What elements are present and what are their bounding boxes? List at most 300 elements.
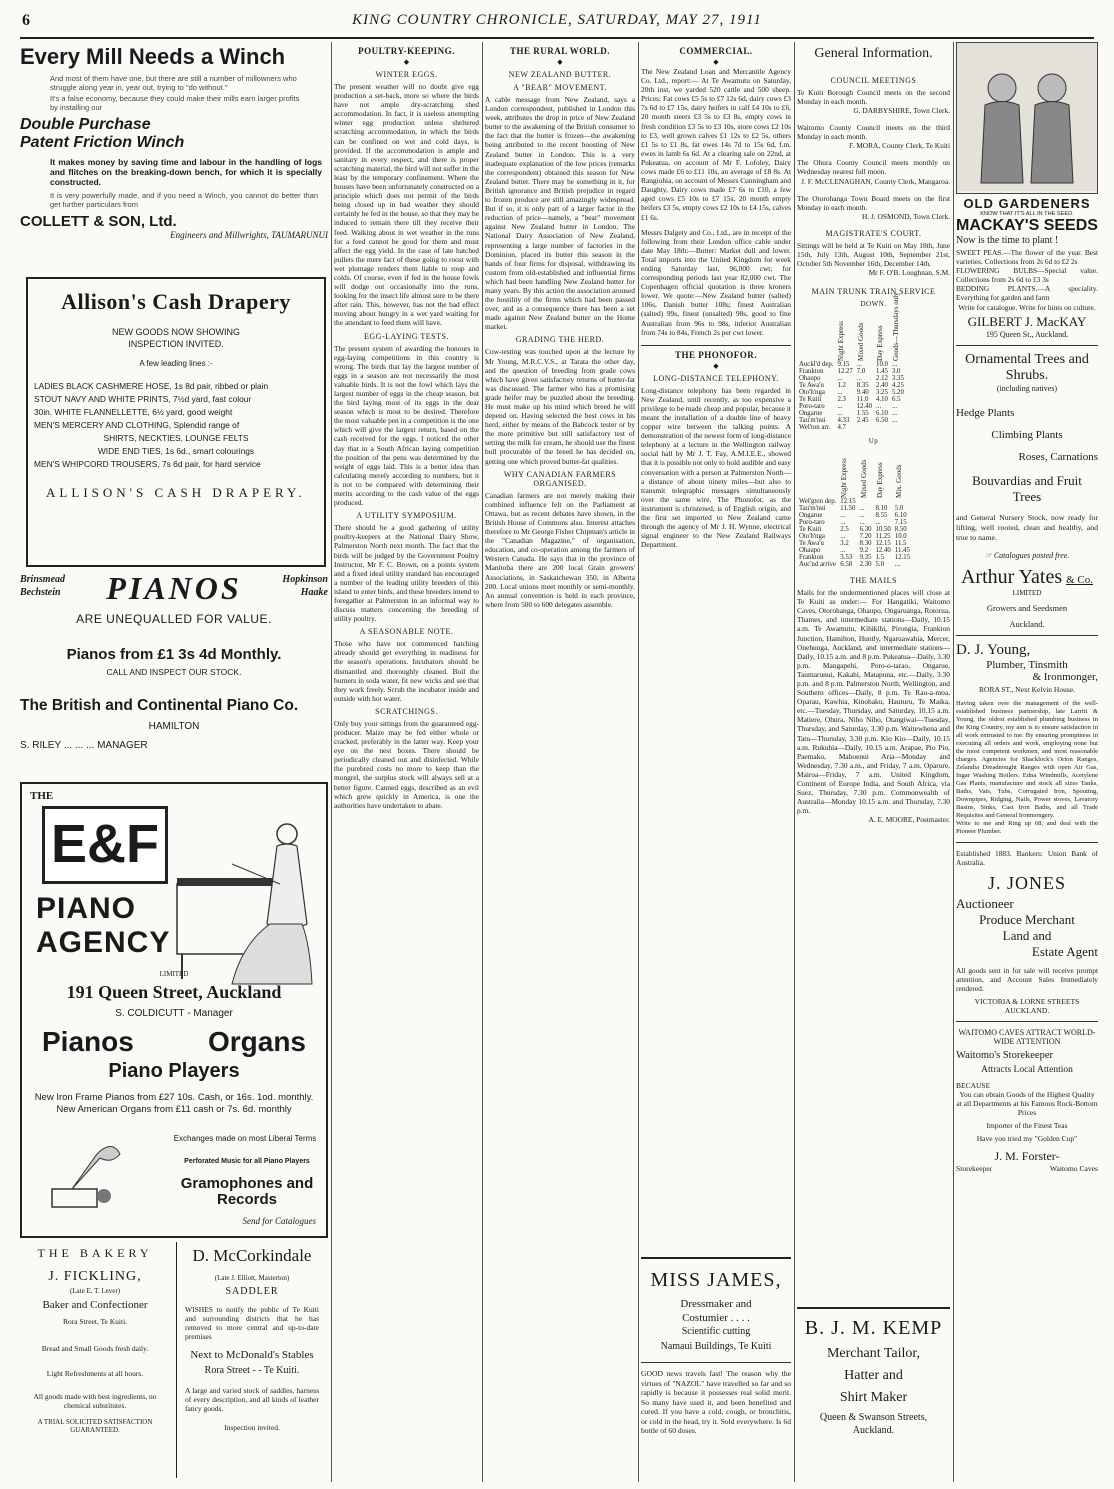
saddler-text: WISHES to notify the public of Te Kuiti and surrounding districts that he has removed to more central and up-to-date premises: [185, 1305, 319, 1341]
piano-brand: Hopkinson: [282, 574, 328, 585]
ornament: ◆: [713, 58, 719, 66]
timetable-time: 2.12: [876, 375, 888, 383]
masthead: [0, 12, 1114, 36]
timetable-time: ...: [840, 547, 846, 555]
timetable-time: 5.0: [894, 505, 904, 513]
allison-line: A few leading lines :-: [139, 359, 213, 368]
article-text: Messrs Dalgety and Co., Ltd., are in receipt of the following from their London office cable under date May 18th:—Butter: Market dull and lower. Total imports into the United Kingdom for week ending Saturday last, 96,000 cwt; for corresponding periods last year 82,000 cwt. The Copenhagen official quotation is three kroners lower. We quote:—New Zealand butter (salted) 106s, Danish butter 108s; finest Australian (salted) 99s, finest (unsalted) 98s, good to fine Australian from 96s to 98s, inferior Australian from 74s to 84s, French 2s per cwt lower.: [641, 227, 791, 337]
winch-headline: Every Mill Needs a Winch: [20, 44, 286, 69]
timetable-time: 11.50: [840, 505, 856, 513]
allison-item: 30in. WHITE FLANNELLETTE, 6½ yard, good weight: [34, 407, 233, 417]
jones-name: J. JONES: [987, 872, 1066, 893]
subheading: GRADING THE HERD.: [515, 335, 605, 345]
timetable-time: 9.35: [859, 554, 872, 562]
notice-signature: F. MORA, County Clerk, Te Kuiti: [849, 141, 950, 151]
bakery-title: THE BAKERY: [37, 1246, 153, 1260]
forster-role: Storekeeper: [956, 1164, 993, 1174]
saddler-name: D. McCorkindale: [192, 1246, 312, 1265]
timetable-row: [797, 368, 906, 375]
timetable-time: 10.50: [875, 526, 891, 534]
winch-product: Double Purchase: [20, 116, 151, 133]
bakery-orders: All goods made with best ingredients, no chemical substitutes.: [33, 1392, 157, 1410]
jones-trade: Produce Merchant: [979, 911, 1075, 927]
ef-gramophones: Gramophones and Records: [180, 1175, 314, 1208]
station-name: Frankton: [799, 368, 824, 376]
timetable-column-header: Night Express: [840, 458, 849, 499]
jones-established: Established 1883. Bankers: Union Bank of Australia.: [956, 848, 1098, 867]
timetable-time: 3.53: [840, 554, 853, 562]
timetable-time: 6.10: [894, 512, 907, 520]
winch-description: It makes money by saving time and labour in the handling of logs and flitches on the breaking-down bench, for which it is specially constructed.: [50, 157, 322, 187]
yates-auckland: Auckland.: [1009, 618, 1045, 629]
timetable-time: 4.10: [876, 396, 888, 404]
ef-logo: [42, 806, 168, 884]
timetable-time: 9.40: [856, 389, 869, 397]
timetable-row: [797, 547, 912, 554]
subheading: WINTER EGGS.: [375, 70, 438, 79]
seeds-title: OLD GARDENERS: [963, 196, 1091, 211]
jones-trade: Estate Agent: [1031, 943, 1098, 959]
timetable-time: 12.15: [894, 554, 911, 562]
timetable-column-header: Mixed Goods: [856, 322, 865, 362]
yates-growers: Growers and Seedsmen: [986, 602, 1068, 613]
timetable-time: 1.2: [837, 382, 846, 390]
bakery-street: Rora Street, Te Kuiti.: [62, 1317, 128, 1326]
timetable-time: ...: [894, 561, 900, 569]
timetable-row: [797, 403, 906, 410]
timetable-row: [797, 417, 906, 424]
timetable-time: 12.15: [840, 498, 856, 506]
timetable-time: 12.40: [875, 547, 891, 555]
section-heading: THE PHONOFOR.: [674, 349, 757, 360]
miss-james-line: Costumier . . . .: [682, 1312, 750, 1324]
timetable-time: 10.0: [894, 533, 907, 541]
station-name: Te Awa'u: [799, 540, 824, 548]
timetable-row: [797, 540, 912, 547]
piano-company: The British and Continental Piano Co.: [20, 697, 299, 714]
timetable-row: [797, 424, 906, 431]
general-information-column: [797, 42, 950, 1482]
article-text: Only buy your sittings from the guaranteed egg-producer. Maize may be fed either whole or cracked, preferably in the latter way. Keep your eye on the nest boxes. There should be periodically cleaned out and disinfected. While the purebred costs no more to keep than the mongrel, the surplus stock will always sell at a better figure. Canned eggs, described as an evil which grew quickly in America, is one the authorities have undertaken to abate.: [334, 718, 479, 810]
up-timetable: [797, 448, 912, 568]
timetable-time: 8.10: [875, 505, 888, 513]
seeds-illustration: [956, 42, 1098, 194]
timetable-time: 12.27: [837, 368, 853, 376]
gramophone-illustration: [42, 1134, 122, 1214]
timetable-time: 5.20: [891, 389, 904, 397]
timetable-column-header: Goods—Thursdays only: [891, 292, 900, 362]
miss-james-line: Scientific cutting: [681, 1326, 751, 1337]
section-heading: THE RURAL WORLD.: [509, 46, 611, 56]
timetable-time: 1.55: [856, 410, 869, 418]
kemp-line: Queen & Swanson Streets,: [819, 1412, 928, 1423]
timetable-time: 2.45: [856, 417, 869, 425]
jones-address: VICTORIA & LORNE STREETS AUCKLAND.: [974, 997, 1080, 1016]
yates-co: & Co.: [1066, 573, 1094, 586]
station-name: Frankton: [799, 554, 824, 562]
winch-advertisement: [20, 42, 328, 270]
pianos-call: CALL AND INSPECT OUR STOCK.: [106, 667, 242, 677]
timetable-time: ...: [840, 519, 846, 527]
miss-james-line: Namaui Buildings, Te Kuiti: [660, 1341, 772, 1352]
storekeeper-golden: Have you tried my "Golden Cup": [976, 1134, 1078, 1144]
saddler-advertisement: [176, 1242, 327, 1478]
ef-agency: AGENCY: [36, 926, 171, 959]
kemp-line: Shirt Maker: [839, 1390, 908, 1405]
notice-signature: H. J. OSMOND, Town Clerk.: [861, 211, 950, 221]
seeds-text: FLOWERING BULBS—Special value. Collections from 2s 6d to £3 3s: [956, 266, 1098, 285]
ef-pianos: Pianos: [42, 1026, 134, 1057]
timetable-row: [797, 561, 912, 568]
winch-small-text: It is very powerfully made, and if you need a Winch, you cannot do better than get further particulars from: [50, 191, 318, 209]
timetable-time: 8.50: [894, 526, 907, 534]
timetable-time: 1.45: [876, 368, 888, 376]
station-name: Te Awa'u: [799, 382, 824, 390]
rural-world-column: [485, 42, 635, 1482]
section-heading: General Information.: [814, 46, 933, 61]
article-text: A cable message from New Zealand, says a London correspondent, published in London this week, attributes the drop in price of New Zealand butter to the awakening of the British consumer to the fact that the butter is frozen—the awakening being attributed to the recent boosting of New Zealand butter in London. This is a very inadequate explanation of the low prices (remarks the correspondent) obtained this season for New Zealand butter. There may be something in it, for British ignorance and British prejudice in regard to frozen produce are still amazingly widespread. But if so, it is only part of a larger factor in the reduction of price—namely, a "bear" movement against New Zealand butter in London. The National Dairy Association of New Zealand, representing a large number of factories in the Dominion, placed its butter this season in the hands of four firms for disposal, withdrawing its custom from old-established and influential firms which had been handling New Zealand butter for many years. By this action the association aroused the hostility of the firms which had been passed over, and as a consequence there has been a set made against New Zealand butter on the Home market.: [485, 95, 635, 332]
seeds-now: Now is the time to plant !: [956, 235, 1059, 246]
timetable-time: ...: [840, 512, 846, 520]
timetable-time: 2.3: [837, 396, 846, 404]
young-text: Write to me and Ring up 68, and deal with the Pioneer Plumber.: [956, 819, 1098, 835]
ef-organs: Organs: [207, 1026, 306, 1057]
subheading: A "BEAR" MOVEMENT.: [513, 83, 607, 92]
timetable-time: 4.25: [891, 382, 904, 390]
winch-firm-sub: Engineers and Millwrights, TAUMARUNUI: [170, 230, 328, 240]
ornament: ◆: [713, 361, 719, 370]
jones-trade: Land and: [1002, 927, 1052, 943]
timetable-time: ...: [856, 375, 862, 383]
timetable-time: 8.30: [859, 540, 872, 548]
storekeeper-sub: Attracts Local Attention: [981, 1065, 1073, 1076]
allison-item: MEN'S MERCERY AND CLOTHING, Splendid range of: [34, 420, 240, 430]
notice-text: The Otorohanga Town Board meets on the first Monday in each month.: [797, 193, 950, 212]
timetable-time: ...: [856, 361, 862, 369]
timetable-row: [797, 505, 912, 512]
timetable-row: [797, 375, 906, 382]
station-name: Wel'ton arr.: [799, 424, 831, 432]
timetable-row: [797, 382, 906, 389]
ef-offer: New Iron Frame Pianos from £27 10s. Cash, or 16s. 1od. monthly. New American Organs from £11 cash or 7s. 6d. monthly: [34, 1092, 314, 1115]
article-text: Those who have not commenced hatching already should get everything in readiness for the season's operations. Incubators should be dismantled and thoroughly cleaned. Boil the burners in soda water, fit new wicks and see that they work freely. Scrub the incubator inside and outside with hot water.: [334, 639, 479, 703]
column-divider: [794, 42, 795, 1482]
timetable-time: 8.55: [875, 512, 888, 520]
notice-text: Waitomo County Council meets on the third Monday in each month.: [797, 123, 950, 142]
station-name: Ongarue: [799, 410, 823, 418]
gardeners-illustration: [957, 43, 1097, 191]
timetable-time: 6.5: [891, 396, 901, 404]
allison-item: WIDE END TIES, 1s 6d., smart colourings: [97, 446, 255, 456]
timetable-time: 11.25: [875, 533, 891, 541]
allison-advertisement: [26, 277, 326, 567]
bakery-trade: Baker and Confectioner: [42, 1299, 148, 1311]
station-name: Oto'h'nga: [799, 533, 825, 541]
saddler-late: (Late J. Elliott, Masterton): [214, 1274, 290, 1282]
timetable-time: 7.0: [856, 368, 866, 376]
ef-address: 191 Queen Street, Auckland: [66, 982, 282, 1002]
pianos-tagline: ARE UNEQUALLED FOR VALUE.: [76, 612, 272, 626]
catalogue-text: Catalogues posted free.: [993, 550, 1070, 560]
seeds-text: SWEET PEAS.—The flower of the year. Best varieties. Collections from 2s 6d to £2 2s: [956, 248, 1098, 267]
allison-item: SHIRTS, NECKTIES, LOUNGE FELTS: [103, 433, 249, 443]
timetable-column-header: Day Express: [875, 462, 884, 499]
station-name: Tau'm'nui: [799, 505, 826, 513]
timetable-time: ...: [891, 361, 898, 369]
timetable-time: [874, 424, 890, 431]
article-text: Long-distance telephony has been regarded in New Zealand, until recently, as too expensive a privilege to be made cheap and popular, because it meant the installation of a double line of heavy copper wire between the talking points. A demonstration of the newest form of long-distance telephony at a lecture in the Wellington railway social hall by Mr J. T. Fay, A.M.I.E.E., showed that it is possible not only to hold audible and easy conversation with a person at Palmerston North—a distance of about ninety miles—but also to transmit telegraphic messages simultaneously over the same wire. The Phonofor, as the instrument is christened, is of English origin, and the first set imported to New Zealand came through the agency of Mr J. H. Wynne, electrical signal engineer to the New Zealand Railways Department.: [641, 385, 791, 550]
column-divider: [638, 42, 639, 1482]
station-name: Te Kuiti: [799, 396, 822, 404]
subheading: LONG-DISTANCE TELEPHONY.: [653, 373, 779, 383]
subheading: WHY CANADIAN FARMERS ORGANISED.: [503, 469, 617, 488]
subheading: EGG-LAYING TESTS.: [364, 331, 449, 341]
timetable-time: 3.2: [840, 540, 849, 548]
subheading: A SEASONABLE NOTE.: [359, 627, 454, 637]
nursery-line: Bouvardias and Fruit: [972, 472, 1082, 488]
bakery-advertisement: [20, 1242, 170, 1482]
mails-text: Mails for the undermentioned places will close at Te Kuiti as under:— For Hangatiki, Waitomo Caves, Otorohanga, Ohaupo, Ongaruanga, Rotorua, Thames, and intermediate stations—Daily, 10.15 a.m. Te Awamutu, Kihikihi, Pirongia, Frankton Junction, Hamilton, Huntly, Ngaruawahia, Mercer, Onehunga, Auckland, and intermediate stations—Daily, 10.15 a.m. and 8 p.m. Pukeatua—Daily, 3.30 p.m. Mangapehi, Poro-o-tarao, Ongarue, Taumarunui, Kakahi, Matapuna, etc.—Daily, 3.30 p.m. and 8 p.m. Palmerston North, Wellington, and Southern offices—Daily, 8 p.m. Te Rau-a-moa, Oparau, Kawhia, Kinohaku, Hauturu, Te Maika, etc.—Tuesday, Thursday, and Saturday, 10.15 a.m. Matiere, Ohura, Niho Niho, Otangiwai—Tuesday, Thursday, and Saturday, 3.30 p.m. Waitewhena and Tatu—Thursday, 3.30 p.m. Kio Kio—Daily, 10.15 a.m. Rukuhia—Daily, 10.15 a.m. Arapae, Pio Pio, Paemako, Mahoenui Aria—Monday and Wednesday, 7.30 a.m., and Friday, 7 a.m. Oparure, Mairoa—Friday, 7 a.m. United Kingdom, Continent of Europe India, and South Africa, via Suez, Thursday, 7.30 p.m. Commonwealth of Australia—Monday 10.15 a.m. and Thursday, 7.30 p.m.: [797, 588, 950, 816]
station-name: Ohaupo: [799, 375, 821, 383]
timetable-row: [797, 554, 912, 561]
timetable-time: 3.25: [876, 389, 888, 397]
timetable-time: [893, 498, 912, 505]
mackay-name: GILBERT J. MacKAY: [967, 313, 1087, 329]
timetable-direction: DOWN.: [860, 300, 887, 309]
forster-name: J. M. Forster-: [994, 1149, 1060, 1164]
timetable-column-header: Mix. Goods: [894, 464, 903, 499]
timetable-row: [797, 396, 906, 403]
timetable-time: 11.5: [894, 540, 907, 548]
timetable-time: 2.40: [876, 382, 888, 390]
yates-name-row: [956, 566, 1098, 589]
timetable-time: ...: [891, 403, 898, 411]
timetable-time: 10.0: [876, 361, 888, 369]
timetable-time: 3.0: [891, 368, 901, 376]
timetable-time: 11.45: [894, 547, 910, 555]
station-name: Poro-taro: [799, 403, 825, 411]
timetable-time: ...: [837, 389, 843, 397]
ef-piano-players: Piano Players: [108, 1060, 240, 1082]
piano-brand: Haake: [300, 587, 328, 598]
page-number: 6: [22, 12, 30, 29]
catalogue-note: [956, 551, 1098, 560]
ef-piano-agency-advertisement: [20, 782, 328, 1238]
jones-text: All goods sent in for sale will receive prompt attention, and Account Sales Immediately rendered.: [956, 965, 1098, 994]
timetable-direction: Up: [868, 437, 879, 446]
station-name: Ohaupo: [799, 547, 821, 555]
nursery-line: Climbing Plants: [991, 428, 1063, 441]
notice-text: Te Kuiti Borough Council meets on the second Monday in each month.: [797, 88, 950, 107]
subheading: SCRATCHINGS.: [375, 706, 438, 716]
saddler-invite: Inspection invited.: [224, 1423, 280, 1432]
timetable-time: 11.0: [856, 396, 869, 404]
nursery-line: Roses, Carnations: [1018, 450, 1098, 463]
subheading: COUNCIL MEETINGS: [830, 76, 917, 85]
storekeeper-headline: Waitomo's Storekeeper: [956, 1050, 1053, 1062]
bakery-name: J. FICKLING,: [48, 1269, 142, 1284]
timetable-time: 9.15: [837, 361, 850, 369]
article-text: Canadian farmers are not merely making their combined influence felt on the Parliament at Ottawa, but as recent debates have shown, in the British House of Commons also. Interest attaches therefore to Mr George Fisher Chipman's article in the "Canadian Magazine," of organisation, education, and co-operation among the farmers of Western Canada. He says that in the province of Manitoba there are 200 local Grain growers' Associations, in Saskatchewan 350, in Alberta 200. Local unions meet monthly or semi-monthly. An annual convention is held in each province, where from 500 to 600 delegates assemble.: [485, 490, 635, 609]
section-heading: COMMERCIAL.: [679, 46, 753, 56]
advertisement-column: [20, 42, 328, 1482]
pianos-advertisement: [20, 570, 328, 780]
article-text: Cow-testing was touched upon at the lecture by Mr Young, M.R.C.V.S., at Tarata the other day, and the question of breeding from grade cows which have given satisfactory returns of butter-fat was discussed. The farmer who has a promising grade heifer may be puzzled about the breeding. He must make up his mind which breed he will depend on. Having selected the best cows in his herd, either by means of the Babcock tester or by the more primitive but still satisfactory test of setting the milk for cream, he should use the finest bull procurable of the breed he has decided on, getting one which proved butter-fat qualities.: [485, 347, 635, 466]
timetable-time: 2.5: [840, 526, 849, 534]
ef-the: THE: [30, 790, 54, 802]
timetable-time: 9.2: [859, 547, 869, 555]
because: BECAUSE: [956, 1081, 991, 1091]
timetable-row: [797, 526, 912, 533]
timetable-time: 7.20: [859, 533, 872, 541]
pianos-offer: Pianos from £1 3s 4d Monthly.: [66, 646, 282, 663]
notice-signature: A. E. MOORE, Postmaster.: [868, 815, 950, 825]
ef-limited: LIMITED: [159, 970, 189, 978]
kemp-line: Hatter and: [844, 1368, 903, 1383]
ef-exchanges: Exchanges made on most Liberal Terms: [173, 1134, 317, 1143]
saddler-next: Next to McDonald's Stables: [190, 1349, 314, 1361]
ef-manager: S. COLDICUTT - Manager: [115, 1008, 233, 1019]
young-address: RORA ST., Next Kelvin House.: [979, 684, 1075, 694]
column-divider: [953, 42, 954, 1482]
station-name: Oto'h'nga: [799, 389, 825, 397]
timetable-time: 12.40: [856, 403, 873, 411]
timetable-time: ...: [837, 410, 843, 418]
winch-text: And most of them have one, but there are still a number of millowners who struggle along year in, year out, trying to "do without.": [50, 74, 297, 92]
ornament: ◆: [557, 58, 563, 66]
ornamental-sub: (including natives): [996, 383, 1058, 393]
timetable-time: 7.15: [894, 519, 907, 527]
bakery-bread: Bread and Small Goods fresh daily.: [41, 1344, 149, 1353]
timetable-time: 1.5: [875, 554, 884, 562]
saddler-trade: SADDLER: [225, 1286, 279, 1297]
timetable-time: ...: [876, 403, 882, 411]
kemp-line: Merchant Tailor,: [826, 1346, 921, 1361]
article-text: The present weather will no doubt give egg production a set-back, more so where the birds have not ample dry-scratching shed accommodation. In fact, it is useless attempting winter egg production unless sheltered scratching accommodation, in which the birds can be confined on wet and cold days, is provided. If the accommodation is ample and sanitary in every respect, and there is proper scratching material, the bird will not suffer in the least by the temporary confinement. Where the houses have been unfortunately constructed on a principle which does not permit of the birds being closed up in bad weather they should certainly be fed in the house, so that they may be induced to remain there till they receive their feed. Walking about in wet weather in the runs for a feed cannot be good for them and must affect the egg yield. In the case of late hatched pullets the mere fact of these going to roost with wet plumage renders them liable to roup and colds. Of course, even if fed in the house fowls will dodge out occasionally into the runs, looking for the insect life almost sure to be there after rain. This, however, has not the bad effect moving about hungry in a wet yard waiting for the attendant to feed them will have.: [334, 82, 479, 328]
young-trade: & Ironmonger,: [1032, 670, 1098, 683]
kemp-advertisement: [797, 1307, 950, 1436]
column-divider: [482, 42, 483, 1482]
kemp-line: Auckland.: [852, 1425, 895, 1436]
young-name: D. J. Young,: [956, 641, 1031, 658]
allison-title: Allison's Cash Drapery: [61, 289, 291, 314]
timetable-time: 6.50: [876, 417, 888, 425]
ef-catalogues: Send for Catalogues: [242, 1216, 316, 1226]
saddler-street: Rora Street - - Te Kuiti.: [204, 1365, 300, 1376]
allison-line: INSPECTION INVITED.: [128, 339, 224, 349]
timetable-row: [797, 498, 912, 505]
subheading: THE MAILS: [850, 576, 897, 586]
allison-item: STOUT NAVY AND WHITE PRINTS, 7½d yard, fast colour: [34, 394, 252, 404]
allison-line: NEW GOODS NOW SHOWING: [112, 327, 240, 337]
piano-manager: S. RILEY ... ... ... MANAGER: [20, 740, 148, 751]
storekeeper-importer: Importer of the Finest Teas: [986, 1121, 1068, 1131]
piano-town: HAMILTON: [148, 721, 200, 732]
timetable-time: ...: [859, 505, 865, 513]
timetable-time: 2.30: [859, 561, 872, 569]
station-name: Tau'm'nui: [799, 417, 826, 425]
bakery-late: (Late E. T. Lever): [69, 1287, 121, 1295]
timetable-column-header: Mixed Goods: [859, 459, 868, 499]
station-name: Wel'gton dep.: [799, 498, 837, 506]
young-text: Having taken over the management of the well-established business partnership, late Larritt & Young, the oldest established plumbing business in the King Country, my aim is to ensure satisfaction in all work entrusted to me. By ensuring promptness in executing all orders and work, employing none but the most competent workmen, and most reasonable charges. Agencies for Shacklock's Orion Ranges, Zelandia Dreadnought Ranges with open Air Gas, Ingar Washing Boilers. Edna Windmills, Acetylene Gas Plants, manufacture and stock all sizes Tanks, Baths, Vats, Tubs, Corrugated Iron, Spouting, Downpipes, Ridging, Nails, Power stoves, Lavatory Basins, Sinks, Cast Iron Baths, and all Trade Requisites and General Ironmongery.: [956, 699, 1098, 819]
winch-text: It's a false economy, because they could make their mills earn larger profits by installing our: [50, 94, 300, 112]
nursery-line: Trees: [1012, 488, 1042, 504]
miss-james-advertisement: [641, 1257, 791, 1436]
allison-items: [34, 380, 318, 471]
seeds-subtitle: KNOW THAT IT'S ALL IN THE SEED.: [980, 211, 1074, 217]
ornament: ◆: [403, 58, 410, 66]
miss-james-line: Dressmaker and: [680, 1298, 752, 1310]
pianos-title: PIANOS: [106, 570, 242, 606]
yates-limited: LIMITED: [1012, 588, 1042, 597]
timetable-time: 4.33: [837, 417, 850, 425]
jones-trade: Auctioneer: [956, 895, 1014, 911]
timetable-time: 6.58: [840, 561, 853, 569]
timetable-time: ...: [859, 512, 865, 520]
article-text: The present system of awarding the honours in egg-laying competitions in this country is wrong. The birds that lay the largest number of eggs in a season are not necessarily the most valuable birds. It is not the fowl which lays the largest number of eggs in the cheap season, but the bird laying most of its eggs in the dear season which is most to be desired. Therefore the most valuable pen in a competition is the one which will give the largest return, based on the cash received for the eggs. I noticed the other day that in a South African laying competition the position of the pens was determined by the weight of eggs laid. This is a better idea than calculating merely according to numbers, but it is not to be compared with determining their merits according to the cash value of the eggs produced.: [334, 343, 479, 508]
notice-text: The Ohura County Council meets monthly on Wednesday nearest full moon.: [797, 158, 950, 177]
timetable-time: 8.35: [856, 382, 869, 390]
kemp-name: B. J. M. KEMP: [804, 1317, 943, 1339]
timetable-time: [855, 424, 874, 431]
bakery-refreshments: Light Refreshments at all hours.: [46, 1369, 144, 1378]
mackays-seeds: MACKAY'S SEEDS: [956, 217, 1098, 234]
saddler-stock: A large and varied stock of saddles, harness of every description, and all kinds of leather fancy goods.: [185, 1386, 319, 1413]
timetable-time: 4.7: [837, 424, 846, 432]
station-name: Poro-taro: [799, 519, 825, 527]
timetable-row: [797, 410, 906, 417]
timetable-column-header: Day Express: [876, 325, 885, 362]
timetable-time: ...: [875, 519, 881, 527]
timetable-time: ...: [837, 403, 843, 411]
timetable-time: 5.0: [875, 561, 884, 569]
yates-name: Arthur Yates: [960, 565, 1063, 588]
station-name: Te Kuiti: [799, 526, 822, 534]
storekeeper-text: You can obtain Goods of the Highest Quality at all Departments at his Famous Rock-Bottom Prices: [956, 1090, 1098, 1118]
poultry-column: [334, 42, 479, 1482]
piano-brand: Bechstein: [20, 587, 61, 598]
station-name: Auc'nd arrive: [799, 561, 836, 569]
forster-sub: [956, 1164, 1098, 1173]
timetable-time: [874, 498, 893, 505]
timetable-time: 12.15: [875, 540, 891, 548]
ef-perforated-music: Perforated Music for all Piano Players: [184, 1158, 310, 1165]
bakery-trial: A TRIAL SOLICITED SATISFACTION GUARANTEED.: [37, 1418, 153, 1434]
timetable-time: [890, 424, 906, 431]
right-advertisement-column: [956, 42, 1098, 1482]
winch-product: Patent Friction Winch: [20, 134, 185, 151]
subheading: A UTILITY SYMPOSIUM.: [356, 511, 457, 521]
nursery-text: and General Nursery Stock, now ready for lifting, well rooted, clean and healthy, and true to name.: [956, 512, 1098, 542]
timetable-time: [858, 498, 874, 505]
timetable-row: [797, 512, 912, 519]
ornamental-heading: Ornamental Trees and: [965, 351, 1089, 367]
allison-item: MEN'S WHIPCORD TROUSERS, 7s 6d pair, for hard service: [34, 459, 261, 469]
allison-footer: ALLISON'S CASH DRAPERY.: [46, 485, 306, 500]
station-name: Auckl'd dep.: [799, 361, 834, 369]
notice-text: Sittings will be held at Te Kuiti on May 18th, June 15th, July 13th, August 10th, September 21st, October 5th November 16th, December 14th.: [797, 240, 950, 268]
timetable-row: [797, 519, 912, 526]
timetable-time: ...: [837, 375, 843, 383]
waitomo-headline: WAITOMO CAVES ATTRACT WORLD-WIDE ATTENTION: [958, 1028, 1096, 1047]
article-text: The New Zealand Loan and Mercantile Agency Co. Ltd., report:— At Te Awamutu on Saturday, 20th inst, we yarded 520 cattle and 500 sheep. Prices: Fat cows £5 5s to £7 12s 6d, dairy cows £3 7s 6d to £7 15s, dairy heifers in calf £4 10s to £6, 20 month steers £3 5s to £3 8s, empty cows in fresh condition £3 5s to £3 10s, store cows £2 10s to £3, well grown calves £1 12s to £2 5s, others £1 5s to £1 8s, fat ewes 14s 7d to 15s 6d, f.m. ewes in lamb 6s 6d. At a clearing sale on 22nd, at Pukeatua, on account of Mr F. Lofoley, Dairy cows made £6 to £11 10s, an average of £8 8s. At Rangiohia, on account of Messrs Cunningham and Daughty, Dairy cows made £7 6s to £10, a few aged cows £5 10s to £7 15s, 20 month empty heifers £3 5s, empty cows £2 10s to £4 15s, calves £1 6s.: [641, 67, 791, 222]
timetable-time: 6.10: [876, 410, 888, 418]
subheading: NEW ZEALAND BUTTER.: [508, 70, 612, 79]
station-name: Ongarue: [799, 512, 823, 520]
section-heading: POULTRY-KEEPING.: [358, 46, 455, 56]
young-trade: Plumber, Tinsmith: [986, 658, 1068, 671]
